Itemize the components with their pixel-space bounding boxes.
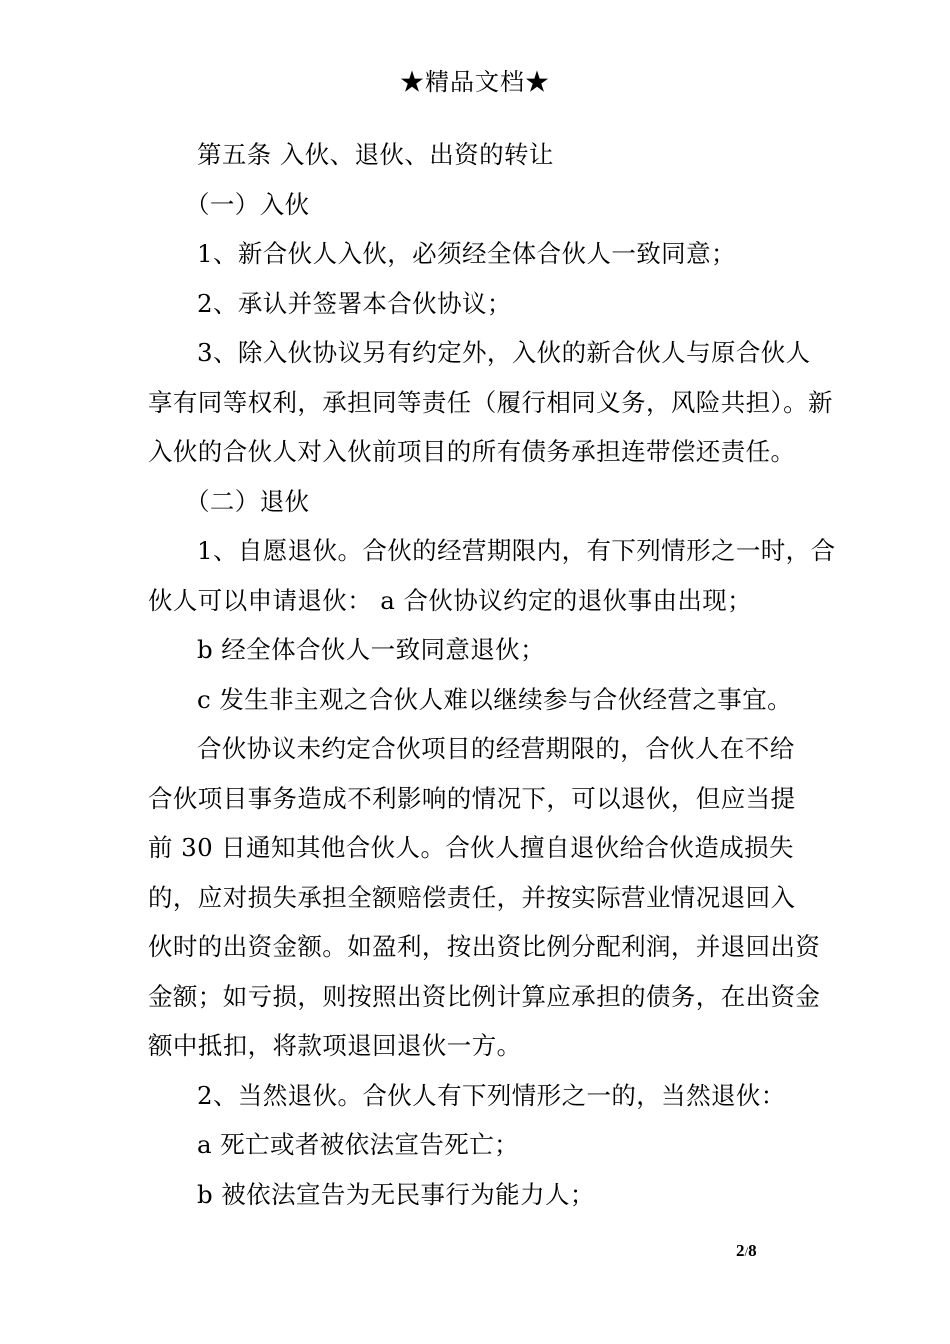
paragraph-line: 金额；如亏损，则按照出资比例计算应承担的债务，在出资金: [148, 981, 821, 1011]
page-current: 2: [736, 1241, 745, 1260]
paragraph-line: 3、除入伙协议另有约定外，入伙的新合伙人与原合伙人: [197, 338, 811, 367]
section-heading-join: （一）入伙: [185, 189, 310, 219]
page-total: 8: [748, 1241, 757, 1260]
paragraph-line: 的，应对损失承担全额赔偿责任，并按实际营业情况退回入: [148, 882, 796, 912]
paragraph-line: 1、新合伙人入伙，必须经全体合伙人一致同意；: [197, 239, 736, 268]
page-separator: /: [744, 1244, 749, 1259]
paragraph-line: 伙时的出资金额。如盈利，按出资比例分配利润，并退回出资: [148, 932, 821, 961]
paragraph-line: a 死亡或者被依法宣告死亡；: [197, 1130, 519, 1159]
paragraph-line: 2、当然退伙。合伙人有下列情形之一的，当然退伙：: [197, 1080, 786, 1110]
paragraph-line: 合伙协议未约定合伙项目的经营期限的，合伙人在不给: [197, 734, 795, 763]
paragraph-line: 1、自愿退伙。合伙的经营期限内，有下列情形之一时，合: [197, 536, 836, 565]
paragraph-line: c 发生非主观之合伙人难以继续参与合伙经营之事宜。: [197, 684, 793, 714]
paragraph-line: b 被依法宣告为无民事行为能力人；: [197, 1179, 595, 1209]
paragraph-line: b 经全体合伙人一致同意退伙；: [197, 635, 545, 664]
article-title: 第五条 入伙、退伙、出资的转让: [197, 140, 554, 169]
page-header: ★精品文档★: [400, 68, 550, 96]
paragraph-line: 额中抵扣，将款项退回退伙一方。: [148, 1031, 522, 1060]
paragraph-line: 伙人可以申请退伙： a 合伙协议约定的退伙事由出现；: [148, 585, 753, 615]
paragraph-line: 前 30 日通知其他合伙人。合伙人擅自退伙给合伙造成损失: [148, 833, 794, 862]
paragraph-line: 入伙的合伙人对入伙前项目的所有债务承担连带偿还责任。: [148, 437, 796, 466]
paragraph-line: 合伙项目事务造成不利影响的情况下，可以退伙，但应当提: [148, 783, 796, 813]
page-number: [736, 1240, 757, 1263]
paragraph-line: 2、承认并签署本合伙协议；: [197, 288, 512, 318]
document-body: [148, 130, 836, 1219]
paragraph-line: 享有同等权利，承担同等责任（履行相同义务，风险共担）。新: [148, 387, 833, 417]
section-heading-withdraw: （二）退伙: [185, 486, 310, 516]
